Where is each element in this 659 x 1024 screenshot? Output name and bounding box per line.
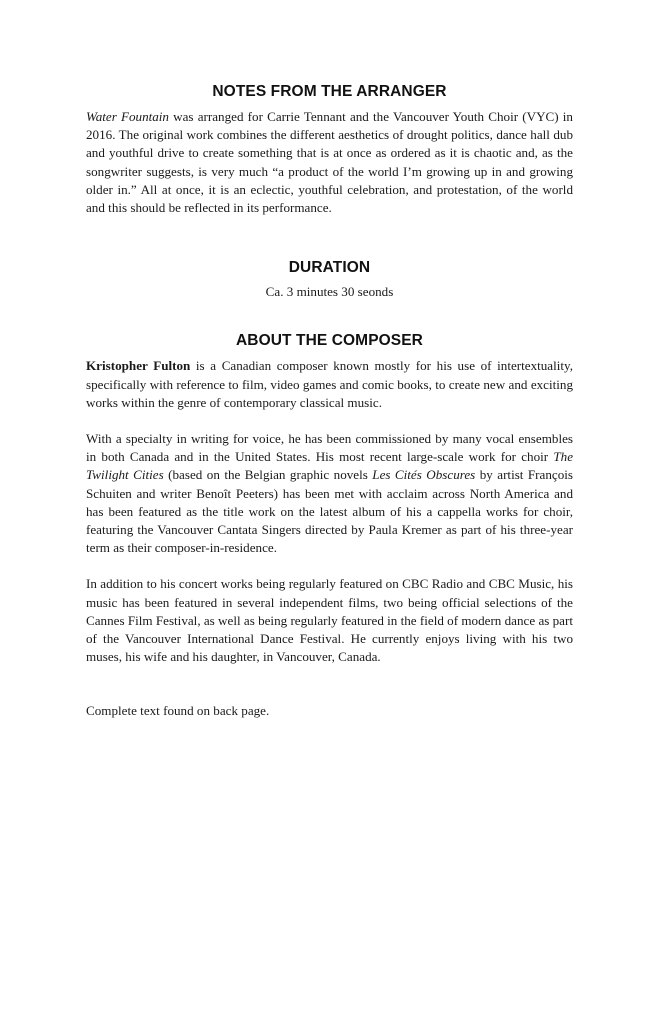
graphic-novels-title: Les Cités Obscures <box>372 467 476 483</box>
about-paragraph-3: In addition to his concert works being regularly featured on CBC Radio and CBC Music, his music has been featured in several independent films, two being official selections of the Cannes Film Festival, as well as being regularly featured in the field of modern dance as part of the Vancouver International Dance Festival. He currently enjoys living with his two muses, his wife and his daughter, in Vancouver, Canada. <box>86 576 573 665</box>
composer-name: Kristopher Fulton <box>86 358 191 374</box>
about-paragraph-2-part-a: With a specialty in writing for voice, he has been commissioned by many vocal ensembles in both Canada and in the United States. His most recent large-scale work for choir <box>86 431 573 465</box>
notes-heading: NOTES FROM THE ARRANGER <box>212 83 447 100</box>
about-heading: ABOUT THE COMPOSER <box>236 332 423 350</box>
about-paragraph-1 <box>86 357 573 412</box>
notes-paragraph <box>86 108 573 217</box>
about-paragraph-2-part-b: (based on the Belgian graphic novels <box>163 467 373 483</box>
page-content <box>86 78 573 721</box>
about-paragraph-2-part-c: by artist François Schuiten and writer Benoît Peeters) has been met with acclaim across North America and has been featured as the title work on the latest album of his a cappella works for choir, featuring the Vancouver Cantata Singers directed by Paula Kremer as part of his three-year term as their composer-in-residence. <box>86 467 573 556</box>
choir-work-title: The Twilight Cities <box>86 449 573 483</box>
notes-body: was arranged for Carrie Tennant and the Vancouver Youth Choir (VYC) in 2016. The original work combines the different aesthetics of drought politics, dance hall dub and youthful drive to create something that is at once as ordered as it is chaotic and, as the songwriter suggests, is very much “a product of the world I’m growing up in and growing older in.” All at once, it is an eclectic, youthful celebration, and protestation, of the world and this should be reflected in its performance. <box>86 109 573 216</box>
about-paragraph-2 <box>86 430 573 557</box>
about-paragraph-1-text: is a Canadian composer known mostly for his use of intertextuality, specifically with reference to film, video games and comic books, to create new and exciting works within the genre of contemporary classical music. <box>86 358 573 410</box>
footer-note: Complete text found on back page. <box>86 703 270 719</box>
work-title: Water Fountain <box>86 109 169 124</box>
duration-heading: DURATION <box>288 259 371 277</box>
duration-text: Ca. 3 minutes 30 seonds <box>265 284 394 300</box>
